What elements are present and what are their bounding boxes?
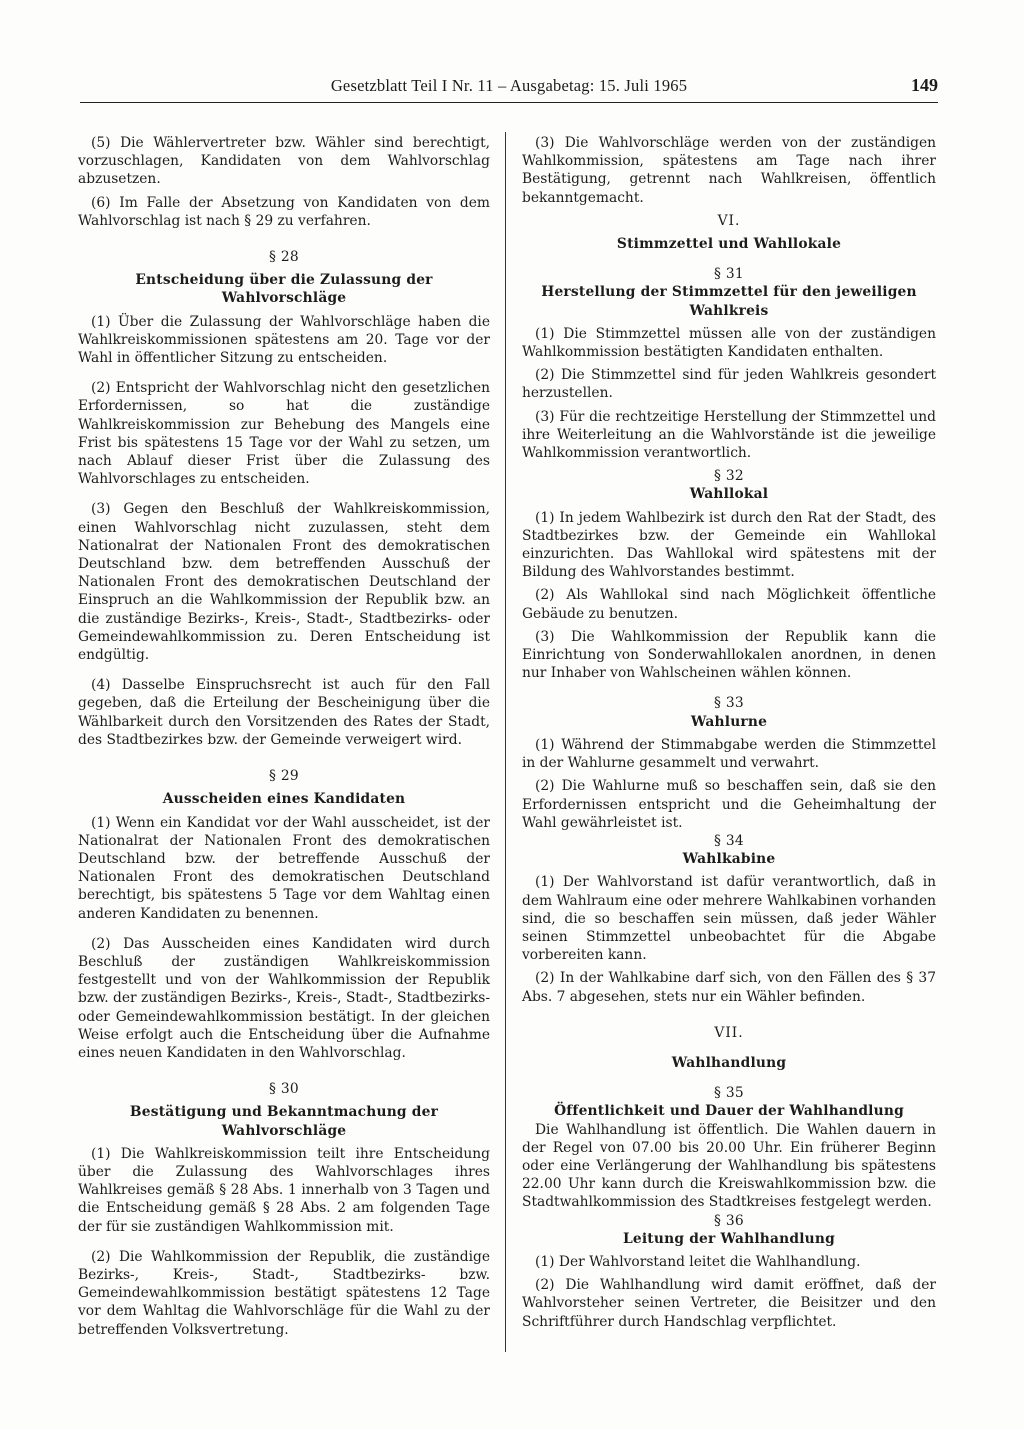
section-35-number: § 35: [713, 1085, 745, 1102]
section-28-title: Entscheidung über die Zulassung der Wahlvorschläge: [135, 272, 433, 307]
section-29-number: § 29: [268, 768, 300, 785]
section-30-para-1: (1) Die Wahlkreiskommission teilt ihre Entscheidung über die Zulassung des Wahlvorschlages ihres Wahlkreises gemäß § 28 Abs. 1 innerhalb von 3 Tagen und die Entscheidung gemäß § 28 Abs. 2 am folgenden Tage der für sie zuständigen Wahlkommission mit.: [78, 1145, 490, 1235]
section-36-para-1: (1) Der Wahlvorstand leitet die Wahlhandlung.: [535, 1253, 861, 1270]
chapter-vi-number: VI.: [717, 212, 741, 229]
chapter-vi-title: Stimmzettel und Wahllokale: [616, 236, 842, 253]
running-header: [80, 76, 938, 100]
section-32-para-2: (2) Als Wahllokal sind nach Möglichkeit öffentliche Gebäude zu benutzen.: [522, 587, 936, 622]
header-rule: [80, 102, 938, 103]
section-30-number: § 30: [268, 1081, 300, 1098]
section-33-number: § 33: [713, 695, 745, 712]
section-32-number: § 32: [713, 468, 745, 485]
section-33-para-2: (2) Die Wahlurne muß so beschaffen sein, daß sie den Erfordernissen entspricht und die Geheimhaltung der Wahl gewährleistet ist.: [522, 778, 936, 831]
section-34-title: Wahlkabine: [682, 851, 776, 868]
paragraph-3: (3) Die Wahlvorschläge werden von der zuständigen Wahlkommission, spätestens am Tage nach ihrer Bestätigung, getrennt nach Wahlkreisen, öffentlich bekanntgemacht.: [522, 135, 936, 206]
section-31-number: § 31: [713, 266, 745, 283]
section-28-para-3: (3) Gegen den Beschluß der Wahlkreiskommission, einen Wahlvorschlag nicht zuzulassen, steht dem Nationalrat der Nationalen Front des demokratischen Deutschland bzw. dem betreffenden Ausschuß der Nationalen Front des demokratischen Deutschland der Einspruch an die Wahlkommission der Republik bzw. an die zuständige Bezirks-, Kreis-, Stadt-, Stadtbezirks- oder Gemeindewahlkommission zu. Deren Entscheidung ist endgültig.: [78, 501, 490, 664]
right-column: [522, 134, 936, 1331]
section-29-para-1: (1) Wenn ein Kandidat vor der Wahl ausscheidet, ist der Nationalrat der Nationalen Front des demokratischen Deutschland bzw. der betreffende Ausschuß der Nationalen Front des demokratischen Deutschland berechtigt, bis spätestens 5 Tage vor dem Wahltag einen anderen Kandidaten zu benennen.: [78, 814, 490, 922]
section-34-para-1: (1) Der Wahlvorstand ist dafür verantwortlich, daß in dem Wahlraum eine oder mehrere Wahlkabinen vorhanden sind, die so beschaffen sein müssen, daß jeder Wähler seinen Stimmzettel unbeobachtet für die Abgabe vorbereiten kann.: [522, 874, 936, 964]
paragraph-6: (6) Im Falle der Absetzung von Kandidaten von dem Wahlvorschlag ist nach § 29 zu verfahren.: [78, 194, 490, 229]
running-title: Gesetzblatt Teil I Nr. 11 – Ausgabetag: 15. Juli 1965: [330, 76, 688, 95]
section-28-para-4: (4) Dasselbe Einspruchsrecht ist auch für den Fall gegeben, daß die Erteilung der Bescheinigung über die Wählbarkeit durch den Vorsitzenden des Rates der Stadt, des Stadtbezirkes bzw. der Gemeinde verweigert wird.: [78, 677, 490, 748]
left-column: [78, 134, 490, 1339]
section-36-number: § 36: [713, 1212, 745, 1229]
section-32-para-3: (3) Die Wahlkommission der Republik kann die Einrichtung von Sonderwahllokalen anordnen, in denen nur Inhaber von Wahlscheinen wählen können.: [522, 628, 936, 682]
section-30-para-2: (2) Die Wahlkommission der Republik, die zuständige Bezirks-, Kreis-, Stadt-, Stadtbezirks- bzw. Gemeindewahlkommission bestätigt spätestens 12 Tage vor dem Wahltag die Wahlvorschläge für die Wahl zu der betreffenden Volksvertretung.: [78, 1248, 490, 1338]
section-34-para-2: (2) In der Wahlkabine darf sich, von den Fällen des § 37 Abs. 7 abgesehen, stets nur ein Wähler befinden.: [522, 970, 936, 1005]
section-36-title: Leitung der Wahlhandlung: [622, 1230, 835, 1247]
section-33-para-1: (1) Während der Stimmabgabe werden die Stimmzettel in der Wahlurne gesammelt und verwahrt.: [522, 736, 936, 772]
section-28-para-1: (1) Über die Zulassung der Wahlvorschläge haben die Wahlkreiskommissionen spätestens am 20. Tage vor der Wahl in öffentlicher Sitzung zu entscheiden.: [78, 313, 490, 367]
section-29-para-2: (2) Das Ausscheiden eines Kandidaten wird durch Beschluß der zuständigen Wahlkreiskommission festgestellt und von der Wahlkommission der Republik bzw. der zuständigen Bezirks-, Kreis-, Stadt-, Stadtbezirks- oder Gemeindewahlkommission bestätigt. In der gleichen Weise erfolgt auch die Entscheidung über die Aufnahme eines neuen Kandidaten in den Wahlvorschlag.: [78, 935, 490, 1061]
section-32-para-1: (1) In jedem Wahlbezirk ist durch den Rat der Stadt, des Stadtbezirkes bzw. der Gemeinde ein Wahllokal einzurichten. Das Wahllokal wird spätestens mit der Bildung des Wahlvorstandes bestimmt.: [522, 509, 936, 581]
section-35-title: Öffentlichkeit und Dauer der Wahlhandlung: [554, 1103, 904, 1120]
section-32-title: Wahllokal: [689, 486, 769, 503]
chapter-vii-title: Wahlhandlung: [671, 1054, 787, 1071]
column-divider: [505, 132, 506, 1352]
section-31-title: Herstellung der Stimmzettel für den jeweiligen Wahlkreis: [541, 284, 917, 319]
chapter-vii-number: VII.: [714, 1024, 744, 1041]
section-31-para-3: (3) Für die rechtzeitige Herstellung der Stimmzettel und ihre Weiterleitung an die Wahlvorstände ist die jeweilige Wahlkommission verantwortlich.: [522, 408, 936, 462]
paragraph-5: (5) Die Wählervertreter bzw. Wähler sind berechtigt, vorzuschlagen, Kandidaten von dem Wahlvorschlag abzusetzen.: [78, 135, 490, 188]
section-30-title: Bestätigung und Bekanntmachung der Wahlvorschläge: [129, 1104, 439, 1139]
section-33-title: Wahlurne: [690, 713, 768, 730]
section-35-para-1: Die Wahlhandlung ist öffentlich. Die Wahlen dauern in der Regel von 07.00 bis 20.00 Uhr. Ein früherer Beginn oder eine Verlängerung der Wahlhandlung bis spätestens 22.00 Uhr kann durch die Kreiswahlkommission bzw. die Stadtwahlkommission des Stadtkreises festgelegt werden.: [522, 1121, 936, 1211]
section-29-title: Ausscheiden eines Kandidaten: [162, 791, 406, 808]
section-28-number: § 28: [268, 249, 300, 266]
section-31-para-1: (1) Die Stimmzettel müssen alle von der zuständigen Wahlkommission bestätigten Kandidaten enthalten.: [522, 325, 936, 361]
page-number: 149: [911, 75, 938, 95]
section-34-number: § 34: [713, 832, 745, 849]
section-36-para-2: (2) Die Wahlhandlung wird damit eröffnet, daß der Wahlvorsteher seinen Vertreter, die Beisitzer und den Schriftführer durch Handschlag verpflichtet.: [522, 1277, 936, 1330]
section-28-para-2: (2) Entspricht der Wahlvorschlag nicht den gesetzlichen Erfordernissen, so hat die zuständige Wahlkreiskommission zur Behebung des Mangels eine Frist bis spätestens 15 Tage vor der Wahl zu setzen, um nach Ablauf dieser Frist über die Zulassung des Wahlvorschlages zu entscheiden.: [78, 380, 490, 488]
section-31-para-2: (2) Die Stimmzettel sind für jeden Wahlkreis gesondert herzustellen.: [522, 367, 936, 402]
